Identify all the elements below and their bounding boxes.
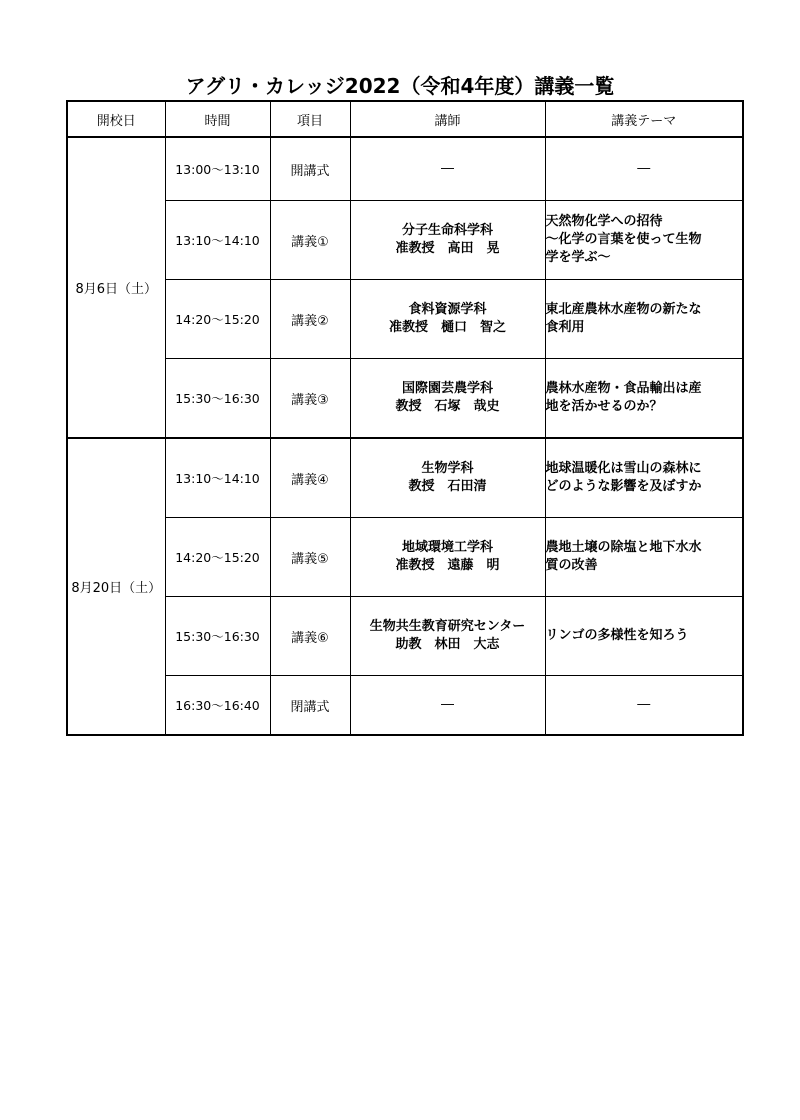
theme-cell: [545, 597, 743, 676]
lecturer-department: 地域環境工学科: [401, 540, 493, 555]
lecturer-name: 准教授 高田 晃: [395, 241, 500, 256]
date-cell: 8月20日（土）: [67, 438, 165, 735]
theme-line: ―: [637, 161, 651, 176]
table-row: [67, 137, 743, 201]
theme-cell: [545, 137, 743, 201]
table-row: [67, 518, 743, 597]
theme-line: どのような影響を及ぼすか: [545, 479, 702, 494]
item-cell: 講義⑤: [270, 518, 350, 597]
time-cell: 13:10〜14:10: [165, 438, 270, 518]
theme-line: 学を学ぶ〜: [545, 250, 611, 265]
lecturer-name: 准教授 遠藤 明: [395, 558, 500, 573]
lecturer-line: ―: [441, 161, 454, 176]
table-row: [67, 201, 743, 280]
theme-cell: [545, 201, 743, 280]
item-cell: 講義⑥: [270, 597, 350, 676]
time-cell: 13:00〜13:10: [165, 137, 270, 201]
table-row: [67, 597, 743, 676]
lecturer-department: 生物学科: [421, 461, 474, 476]
table-row: [67, 676, 743, 736]
item-cell: 講義②: [270, 280, 350, 359]
lecturer-cell: [350, 280, 545, 359]
time-cell: 13:10〜14:10: [165, 201, 270, 280]
lecturer-cell: [350, 359, 545, 439]
theme-cell: [545, 518, 743, 597]
theme-cell: [545, 438, 743, 518]
lecturer-department: 食料資源学科: [408, 302, 487, 317]
theme-line: 質の改善: [545, 558, 598, 573]
theme-line: 地球温暖化は雪山の森林に: [545, 461, 702, 476]
table-row: [67, 280, 743, 359]
theme-line: 地を活かせるのか？: [545, 399, 663, 414]
theme-cell: [545, 280, 743, 359]
item-cell: 講義③: [270, 359, 350, 439]
header-theme: 講義テーマ: [545, 101, 743, 137]
lecturer-cell: [350, 438, 545, 518]
lecturer-cell: [350, 676, 545, 736]
theme-line: リンゴの多様性を知ろう: [545, 628, 689, 643]
lecturer-department: 生物共生教育研究センター: [369, 619, 526, 634]
date-cell: 8月6日（土）: [67, 137, 165, 438]
item-cell: 閉講式: [270, 676, 350, 736]
time-cell: 15:30〜16:30: [165, 359, 270, 439]
item-cell: 講義④: [270, 438, 350, 518]
header-lecturer: 講師: [350, 101, 545, 137]
lecturer-name: 教授 石田清: [408, 479, 487, 494]
lecturer-name: 准教授 樋口 智之: [388, 320, 506, 335]
theme-line: 東北産農林水産物の新たな: [545, 302, 702, 317]
time-cell: 16:30〜16:40: [165, 676, 270, 736]
header-item: 項目: [270, 101, 350, 137]
theme-line: 農地土壌の除塩と地下水水: [545, 540, 702, 555]
header-date: 開校日: [67, 101, 165, 137]
lecturer-cell: [350, 137, 545, 201]
theme-line: 天然物化学への招待: [545, 214, 663, 229]
time-cell: 14:20〜15:20: [165, 280, 270, 359]
header-time: 時間: [165, 101, 270, 137]
theme-line: 食利用: [545, 320, 585, 335]
lecturer-cell: [350, 518, 545, 597]
theme-cell: [545, 676, 743, 736]
table-header-row: [67, 101, 743, 137]
lecturer-name: 教授 石塚 哉史: [395, 399, 500, 414]
theme-cell: [545, 359, 743, 439]
item-cell: 講義①: [270, 201, 350, 280]
time-cell: 14:20〜15:20: [165, 518, 270, 597]
lecturer-line: ―: [441, 697, 454, 712]
time-cell: 15:30〜16:30: [165, 597, 270, 676]
item-cell: 開講式: [270, 137, 350, 201]
table-row: [67, 438, 743, 518]
lecturer-name: 助教 林田 大志: [395, 637, 500, 652]
page-title: アグリ・カレッジ2022（令和4年度）講義一覧: [185, 74, 615, 98]
table-row: [67, 359, 743, 439]
lecture-schedule-table: [66, 100, 744, 736]
theme-line: ―: [637, 697, 651, 712]
lecturer-department: 分子生命科学科: [401, 223, 493, 238]
theme-line: 〜化学の言葉を使って生物: [545, 232, 702, 247]
lecturer-department: 国際園芸農学科: [401, 381, 493, 396]
theme-line: 農林水産物・食品輸出は産: [545, 381, 702, 396]
lecturer-cell: [350, 201, 545, 280]
lecturer-cell: [350, 597, 545, 676]
